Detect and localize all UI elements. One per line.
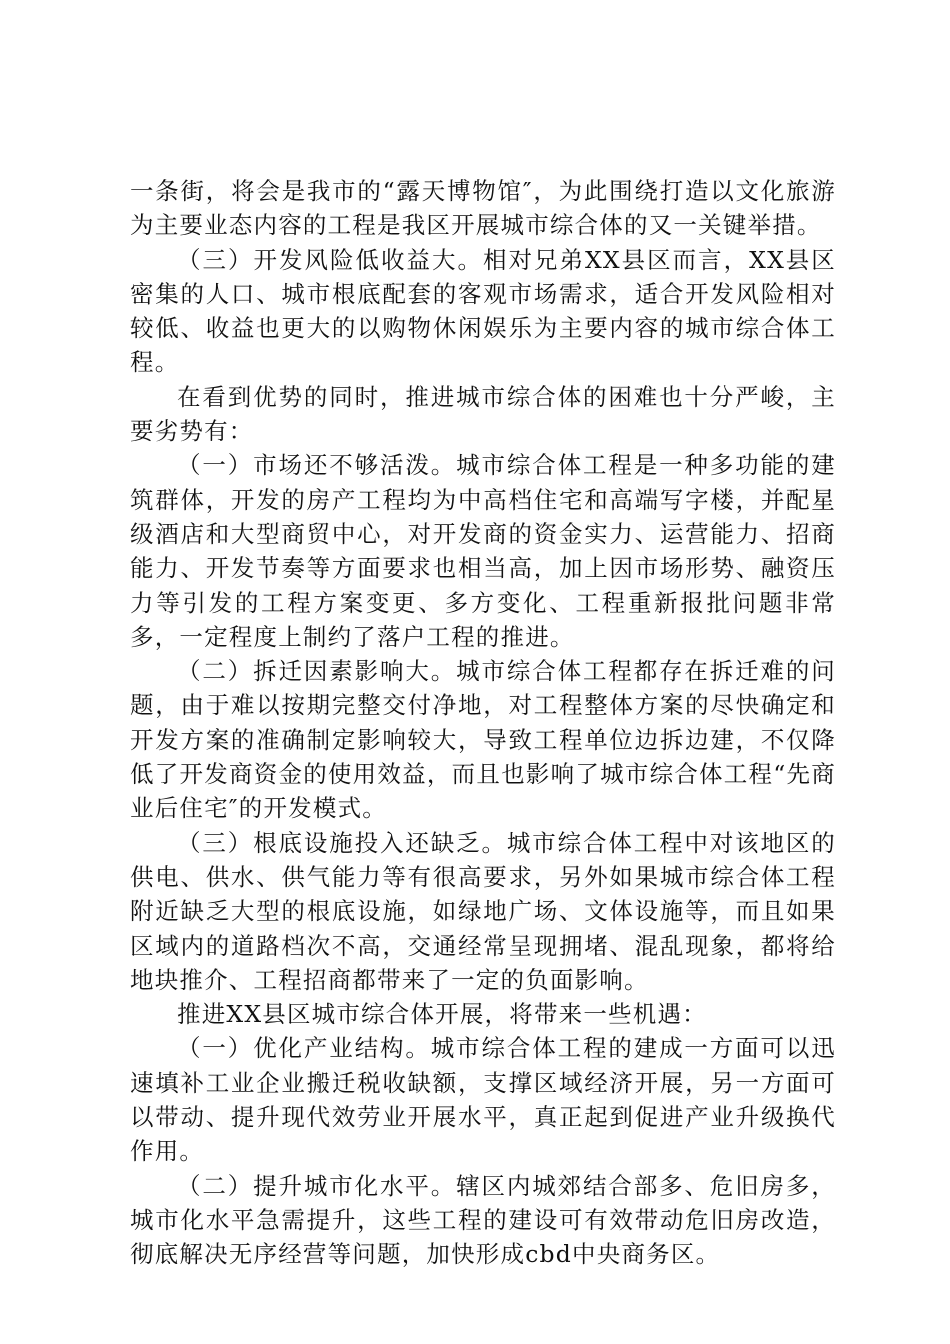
paragraph-low-risk-high-return: （三）开发风险低收益大。相对兄弟XX县区而言，XX县区密集的人口、城市根底配套的客观市场需求，适合开发风险相对较低、收益也更大的以购物休闲娱乐为主要内容的城市综合体工程。 bbox=[130, 245, 836, 377]
paragraph-disadvantages-intro: 在看到优势的同时，推进城市综合体的困难也十分严峻，主要劣势有： bbox=[130, 382, 836, 446]
document-body bbox=[130, 174, 836, 1272]
paragraph-continuation: 一条街，将会是我市的“露天博物馆″，为此围绕打造以文化旅游为主要业态内容的工程是我区开展城市综合体的又一关键举措。 bbox=[130, 177, 836, 240]
paragraph-demolition-impact: （二）拆迁因素影响大。城市综合体工程都存在拆迁难的问题，由于难以按期完整交付净地，对工程整体方案的尽快确定和开发方案的准确制定影响较大，导致工程单位边拆边建，不仅降低了开发商资金的使用效益，而且也影响了城市综合体工程“先商业后住宅″的开发模式。 bbox=[130, 657, 836, 823]
paragraph-market-not-active: （一）市场还不够活泼。城市综合体工程是一种多功能的建筑群体，开发的房产工程均为中高档住宅和高端写字楼，并配星级酒店和大型商贸中心，对开发商的资金实力、运营能力、招商能力、开发节奏等方面要求也相当高，加上因市场形势、融资压力等引发的工程方案变更、多方变化、工程重新报批问题非常多，一定程度上制约了落户工程的推进。 bbox=[130, 451, 836, 651]
paragraph-optimize-industry: （一）优化产业结构。城市综合体工程的建成一方面可以迅速填补工业企业搬迁税收缺额，支撑区域经济开展，另一方面可以带动、提升现代效劳业开展水平，真正起到促进产业升级换代作用。 bbox=[130, 1034, 836, 1166]
paragraph-urbanization-level: （二）提升城市化水平。辖区内城郊结合部多、危旧房多，城市化水平急需提升，这些工程的建设可有效带动危旧房改造，彻底解决无序经营等问题，加快形成cbd中央商务区。 bbox=[130, 1171, 836, 1269]
paragraph-opportunities-intro: 推进XX县区城市综合体开展，将带来一些机遇： bbox=[177, 1000, 707, 1029]
paragraph-infrastructure-lacking: （三）根底设施投入还缺乏。城市综合体工程中对该地区的供电、供水、供气能力等有很高要求，另外如果城市综合体工程附近缺乏大型的根底设施，如绿地广场、文体设施等，而且如果区域内的道路档次不高，交通经常呈现拥堵、混乱现象，都将给地块推介、工程招商都带来了一定的负面影响。 bbox=[130, 828, 836, 994]
